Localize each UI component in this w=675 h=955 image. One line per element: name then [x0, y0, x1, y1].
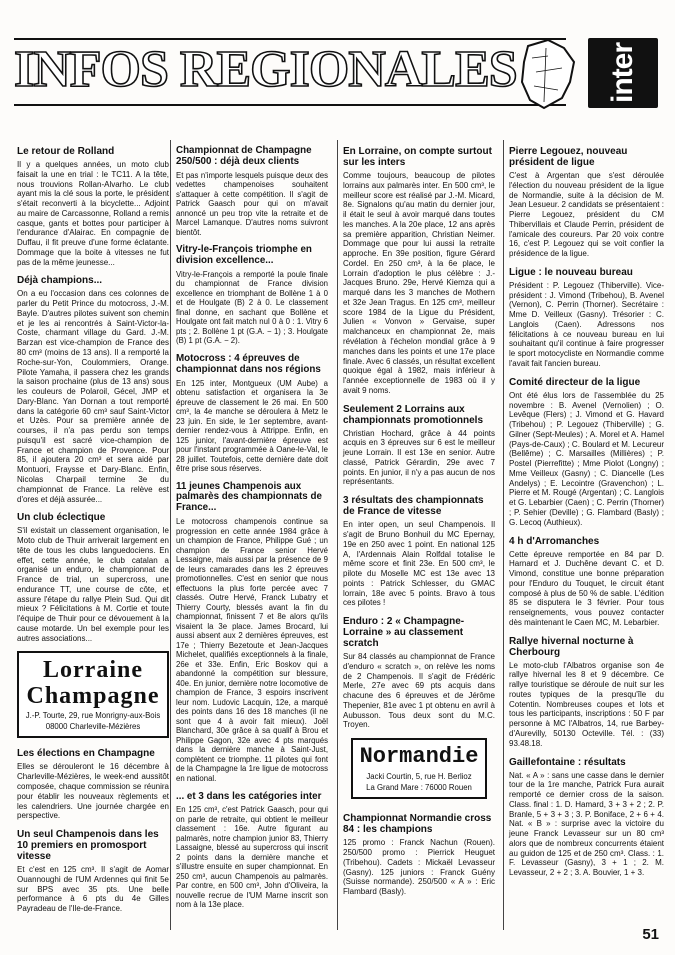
article-body: En 125 cm³, c'est Patrick Gaasch, pour qui on parle de retraite, qui obtient le meilleur classement : 16e. Autre figurant au palmarès, notre champion junior 83, Thierry Lassaigne, blessé au supercross qui inscrit 2 points dans la dernière manche et s'illustre ensuite en super championnat. En 250 cm³, aucun Champenois au palmarès. Par contre, en 500 cm³, John d'Oliveira, la nouvelle recrue de l'UM Marne inscrit son nom à la 13e place.: [176, 805, 328, 910]
contact-name-line: J.-P. Tourte, 29, rue Monrigny-aux-Bois: [25, 711, 161, 721]
article-body: Elles se dérouleront le 16 décembre à Charleville-Mézières, le week-end aussitôt composée, chaque commission se réunira pour établir les nouveaux règlements et les calendriers. Une journée chargée en perspective.: [17, 762, 169, 821]
article-heading: Ligue : le nouveau bureau: [509, 266, 633, 278]
article-body: Le moto-club l'Albatros organise son 4e rallye hivernal les 8 et 9 décembre. Ce rallye touristique se déroule de nuit sur les routes typiques de la presqu'île du Cotentin. Nombreuses coupes et lots et tous les participants, inscriptions : 50 F par personne à MC l'Albatros, 14, rue Barbey-d'Aurevilly, 50130 Octeville. Tél. : (33) 93.48.18.: [509, 660, 664, 748]
page-number: 51: [642, 926, 659, 943]
contact-name-line: Jacki Courtin, 5, rue H. Berlioz: [366, 772, 472, 782]
article-body: Président : P. Legouez (Thiberville). Vice-président : J. Vimond (Tribehou), B. Avenel (Vernon), C. Perrin (Thorner). Secrétaire : Mme D. Veilleux (Gasny). Trésorier : C. Langlois (Caen). Adressons nos félicitations à ce nouveau bureau en lui souhaitant qu'il continue à faire progresser le sport motocycliste en Normandie comme l'avait fait l'ancien bureau.: [509, 280, 664, 369]
article-body: Et pas n'importe lesquels puisque deux des vedettes champenoises souhaitent s'attaquer à cette compétition. Il s'agit de Patrick Gaasch pour qui on m'avait annoncé un peu trop vite la retraite et de Marcel Lamanque. D'autres noms suivront bientôt.: [176, 170, 328, 237]
column-divider: [503, 140, 504, 930]
article-heading: Gaillefontaine : résultats: [509, 756, 626, 768]
article-body: Vitry-le-François a remporté la poule finale du championnat de France division excellence en triomphant de Bollène 1 à 0 et de Houlgate (B) 2 à 0. Le classement final donne, en sachant que Bollène et Houlgate ont fait match nul 0 à 0 : 1. Vitry 6 pts ; 2. Bollène 1 pt (G.A. − 1) ; 3. Houlgate (B) 1 pt (G.A. − 2).: [176, 269, 328, 346]
region-name: Normandie: [359, 744, 479, 770]
regional-contact-box: [351, 738, 487, 799]
article: [17, 748, 169, 821]
article-heading: Vitry-le-François triomphe en division excellence...: [176, 244, 312, 266]
article-heading: Déjà champions...: [17, 275, 103, 287]
article: [343, 813, 495, 897]
article: [17, 275, 169, 504]
article-body: Sur 84 classés au championnat de France d'enduro « scratch », on relève les noms de 2 Champenois. Il s'agit de Frédéric Merle, 27e avec 69 pts acquis dans chacune des 6 épreuves et de Jérôme Thepenier, 81e avec 1 pt obtenu en avril à Aubusson. Tous deux sont du M.C. Troyen.: [343, 652, 495, 730]
article-body: S'il existait un classement organisation, le Moto club de Thuir arriverait largement en tête de tous les clubs languedociens. En effet, cette année, le club catalan a organisé un enduro, le championnat de France de trial, un supercross, une endurance TT, une course de côte, et assure l'étape du rallye Plein Sud. Qui dit mieux ? Félicitations à M. Cortie et toute l'équipe de Thuir pour ce dévouement à la cause motarde. Un bel exemple pour les autres associations...: [17, 526, 169, 643]
article-heading: Comité directeur de la ligue: [509, 376, 641, 388]
article-heading: Championnat de Champagne 250/500 : déjà deux clients: [176, 145, 312, 167]
article-heading: Championnat Normandie cross 84 : les champions: [343, 813, 492, 836]
page-header: [14, 38, 662, 118]
article-heading: Le retour de Rolland: [17, 146, 115, 157]
article-heading: Un club éclectique: [17, 512, 106, 524]
article: [176, 354, 328, 474]
article-heading: Un seul Champenois dans les 10 premiers en promosport vitesse: [17, 829, 159, 863]
article-heading: Pierre Legouez, nouveau président de ligue: [509, 146, 628, 168]
article: [343, 495, 495, 608]
column-3: [343, 146, 495, 905]
article-body: Ont été élus lors de l'assemblée du 25 novembre : B. Avenel (Vernolien) ; O. Levêque (Flers) ; J. Vimond et G. Havard (Tribehou) ; P. Legouez (Thiberville) ; G. Gilner (Sept-Meules) ; A. Morel et A. Hamel (Pays-de-Caux) ; C. Boulard et M. Lecureur (Bellême) ; C. Marsailles (Millières) ; P. Postel (Pierrefitte) ; Mme Piolot (Longny) ; Mme Veilleux (Gasny) ; C. Diancelle (Les Andelys) ; E. Lecointre (Gravenchon) ; L. Pierre et M. Rougé (Argentan) ; C. Langlois et G. Lebarbier (Caen) ; C. Perrin (Thorner) ; P. Sehier (Deville) ; G. Flambard (Basly) ; G. Lecoq (Authieux).: [509, 390, 664, 527]
article: [17, 829, 169, 914]
article-body: En inter open, un seul Champenois. Il s'agit de Bruno Bonhuil du MC Epernay, 19e en 250 avec 1 point. En national 125 A, l'Ardennais Alain Rolfdal totalise le même score et finit 23e. En 500 cm³, le pilote du Moselle MC est 13e avec 13 points : Patrick Schlesser, du GMAC lorrain, 18e avec 5 points. Bravo à tous ces pilotes !: [343, 520, 495, 608]
article-heading: Rallye hivernal nocturne à Cherbourg: [509, 635, 634, 658]
header-rule: [14, 104, 566, 106]
article: [343, 146, 495, 396]
article-body: On a eu l'occasion dans ces colonnes de parler du Petit Prince du motocross, J.-M. Bayle. D'autres pilotes suivent son chemin et je les ai rencontrés à Saint-Victor-la-Coste, charmant village du Gard. J.-M. Barzan est vice-champion de France des 80 cm³ (moins de 13 ans). Il a remporté la Roche-sur-Yon, Coulommiers, Orange. Pilote Yamaha, il passera chez les grands la saison prochaine (plus de 13 ans) sous les couleurs de Polaroil, Gécel, JMP et Dary-Blanc. Yan Dornan a tout remporté dans la catégorie 60 cm³ sauf Saint-Victor et Uzès. Pour sa première année de courses, il n'a pas perdu son temps puisqu'il est sacré vice-champion de France et champion de Provence. Pour 85, il ajoutera 20 cm³ et sera aidé par Montuori, Fraysse et Dary-Blanc. Enfin, Nicolas Charpail termine 3e du championnat de France. La relève est d'ores et déjà assurée...: [17, 289, 169, 504]
column-divider: [170, 140, 171, 930]
article-body: 125 promo : Franck Nachun (Rouen). 250/500 promo : Pierrick Heuguet (Tribehou). Cadets : Mickaël Levasseur (Gasny). 125 juniors : Franck Guény (Suisse normande). 250/500 « A » : Eric Flambard (Basly).: [343, 838, 495, 897]
column-divider: [337, 140, 338, 930]
inter-logo: inter: [588, 38, 658, 108]
contact-address-line: La Grand Mare : 76000 Rouen: [366, 783, 472, 793]
column-2: [176, 146, 328, 918]
article: [343, 616, 495, 730]
contact-address-line: 08000 Charleville-Mézières: [45, 722, 141, 732]
article: [176, 146, 328, 237]
article-body: Cette épreuve remportée en 84 par D. Harnard et J. Duchêne devant C. et D. Vimond, constitue une bonne préparation pour l'Enduro du Touquet, le circuit étant composé à plus de 50 % de sable. L'édition 85 se disputera le 3 février. Pour tous renseignements, vous pouvez contacter dès maintenant le Caen MC, M. Lebarbier.: [509, 549, 664, 627]
column-4: [509, 146, 664, 886]
article-heading: Les élections en Champagne: [17, 748, 155, 760]
article: [176, 792, 328, 910]
article: [509, 636, 664, 749]
article: [17, 146, 169, 267]
region-name: Lorraine Champagne: [26, 657, 160, 710]
article-body: Nat. « A » : sans une casse dans le dernier tour de la 1re manche, Patrick Fura aurait remporté ce dernier cross de la saison. Class. final : 1. D. Hamard, 3 + 3 + 2 ; 2. P. Branle, 5 + 3 + 3 ; 3. P. Boniface, 2 + 6 + 4. Nat. « B » : surprise avec la victoire du jeune Franck Levasseur sur un 80 cm³ alors que de nombreux concurrents étaient au guidon de 125 et de 250 cm³. Class. : 1. F. Levasseur (Gasny), 3 + 1 ; 2. M. Levasseur, 2 + 2 ; 3. A. Bouvier, 1 + 3.: [509, 770, 664, 878]
article: [509, 757, 664, 878]
article-heading: Enduro : 2 « Champagne-Lorraine » au classement scratch: [343, 616, 465, 650]
article: [176, 482, 328, 784]
article-body: Il y a quelques années, un moto club faisait la une en trial : le TC11. A la tête, nous trouvions Rollan-Alvarho. Le club ayant mis la clé sous la porte, le président s'était reconverti à la bicyclette... Adjoint au maire de Carcassonne, Rolland a remis casque, gants et bottes pour participer à l'endurance d'Alairac. En compagnie de Duffau, il fit preuve d'une forme éclatante. Dommage que la boite à vitesses ne fut pas de la même jeunesse...: [17, 160, 169, 267]
article: [343, 404, 495, 488]
article: [17, 512, 169, 643]
column-1: [17, 146, 169, 922]
article-body: C'est à Argentan que s'est déroulée l'élection du nouveau président de la ligue de Normandie, suite à la décision de M. Jean Lesueur. 2 candidats se présentaient : Pierre Legouez, président du CM Thibervillais et Claude Perrin, président de l'amicale des coureurs. Par 20 voix contre 16, c'est P. Legouez qui se voit confier la présidence de la ligue.: [509, 171, 664, 259]
article-heading: 11 jeunes Champenois aux palmarès des championnats de France...: [176, 480, 322, 514]
page-title: INFOS REGIONALES: [14, 41, 517, 98]
article-body: Et c'est en 125 cm³. Il s'agit de Aomar Ouannoughi de l'UM Ardennes qui finit 5e sur BPS avec 35 pts. Une belle performance à 6 pts du 4e Gilles Payradeau de l'Ile-de-France.: [17, 865, 169, 914]
article: [176, 245, 328, 346]
article-heading: 4 h d'Arromanches: [509, 535, 600, 547]
article-body: Le motocross champenois continue sa progression en cette année 1984 grâce à un champion de France, Philippe Gué ; un champion de France senior Hervé Lessaigne, mais aussi par la présence de 9 de leurs camarades dans les 2 épreuves promotionnelles. C'est en senior que nous effectuons la plus forte percée avec 7 classés. Outre Hervé, Franck Lubatry et Thierry Courty, blessés avant la fin du championnat, finissent 7 et 8e alors qu'ils visaient la 3e place. James Brocard, lui aussi absent aux 2 dernières épreuves, est 17e ; Thierry Bezetoute et Jean-Jacques Michelet, qualifiés exceptionnels à la finale, 26e et 33e. Enfin, Eric Boskov qui a abandonné la compétition sur blessure, 40e. En junior, dernière notre locomotive de champion de France, 3 espoirs inscrivent leur nom. Ludovic Lacquin, 12e, a marqué des points dans 16 des 18 manches (il ne sont que 4 à avoir fait mieux). Joël Blanchard, 30e grâce à sa qualif à Brou et Philippe Gagon, 32e avec 4 pts marqués dans la dernière manche à Saint-Just, complètent ce triomphe. 11 pilotes qui font de la Champagne la 1re ligue de motocross en national.: [176, 517, 328, 783]
article-heading: ... et 3 dans les catégories inter: [176, 790, 322, 802]
regional-contact-box: [17, 651, 169, 738]
article: [509, 377, 664, 528]
article-body: Comme toujours, beaucoup de pilotes lorrains aux palmarès inter. En 500 cm³, le meilleur score est réalisé par J.-M. Micard, 8e. Signalons qu'au matin du dernier jour, il était le seul à avoir marqué dans toutes les manches. A la 20e place, 12 ans après sa première apparition, Christian Neimer. Dommage que pour lui aussi la retraite approche. En 39e position, figure Gérard Cordel. En 250 cm³, à la 6e place, le Lorrain d'adoption le plus célèbre : J.-Jacques Bruno. 29e, Hervé Kiemza qui a marqué dans les 3 manches de Mothern et 32e Jean Tragus. En 125 cm³, meilleur score 1984 de la Ligue du Président, Julien « Vonvon » Gervaise, super malchanceux en championnat 2e, mais révélation à l'échelon mondial grâce à 9 manches dans les points et une 17e place finale. Avec 6 classés, un résultat excellent quoique égal à 1982, mais inférieur à l'année exceptionnelle de 1983 où il y avait 9 noms.: [343, 171, 495, 395]
article-body: En 125 inter, Montgueux (UM Aube) a obtenu satisfaction et organisera la 3e épreuve de classement le 26 mai. En 500 cm³, la 4e manche se déroulera à Metz le 23 juin. En side, le 1er septembre, avant-dernier rendez-vous à Attrippe. Enfin, en 125 junior, l'avant-dernière épreuve est pour l'instant programmée à Oane-le-Val, le 28 juillet. Toutefois, cette dernière date doit être prise sous réserves.: [176, 378, 328, 474]
article: [509, 536, 664, 628]
article: [509, 146, 664, 259]
region-map-icon: [518, 38, 578, 112]
article-heading: Motocross : 4 épreuves de championnat dans nos régions: [176, 352, 321, 375]
article-body: Christian Hochard, grâce à 44 points acquis en 3 épreuves sur 6 est le meilleur jeune Lorrain. Il est 13e en senior. Autre classé, Patrick Gérardin, 29e avec 7 points. En junior, il n'y a pas aucun de nos représentants.: [343, 428, 495, 487]
article-heading: En Lorraine, on compte surtout sur les inters: [343, 146, 492, 168]
article: [509, 267, 664, 369]
article-heading: 3 résultats des championnats de France de vitesse: [343, 495, 484, 518]
article-heading: Seulement 2 Lorrains aux championnats promotionnels: [343, 403, 484, 426]
